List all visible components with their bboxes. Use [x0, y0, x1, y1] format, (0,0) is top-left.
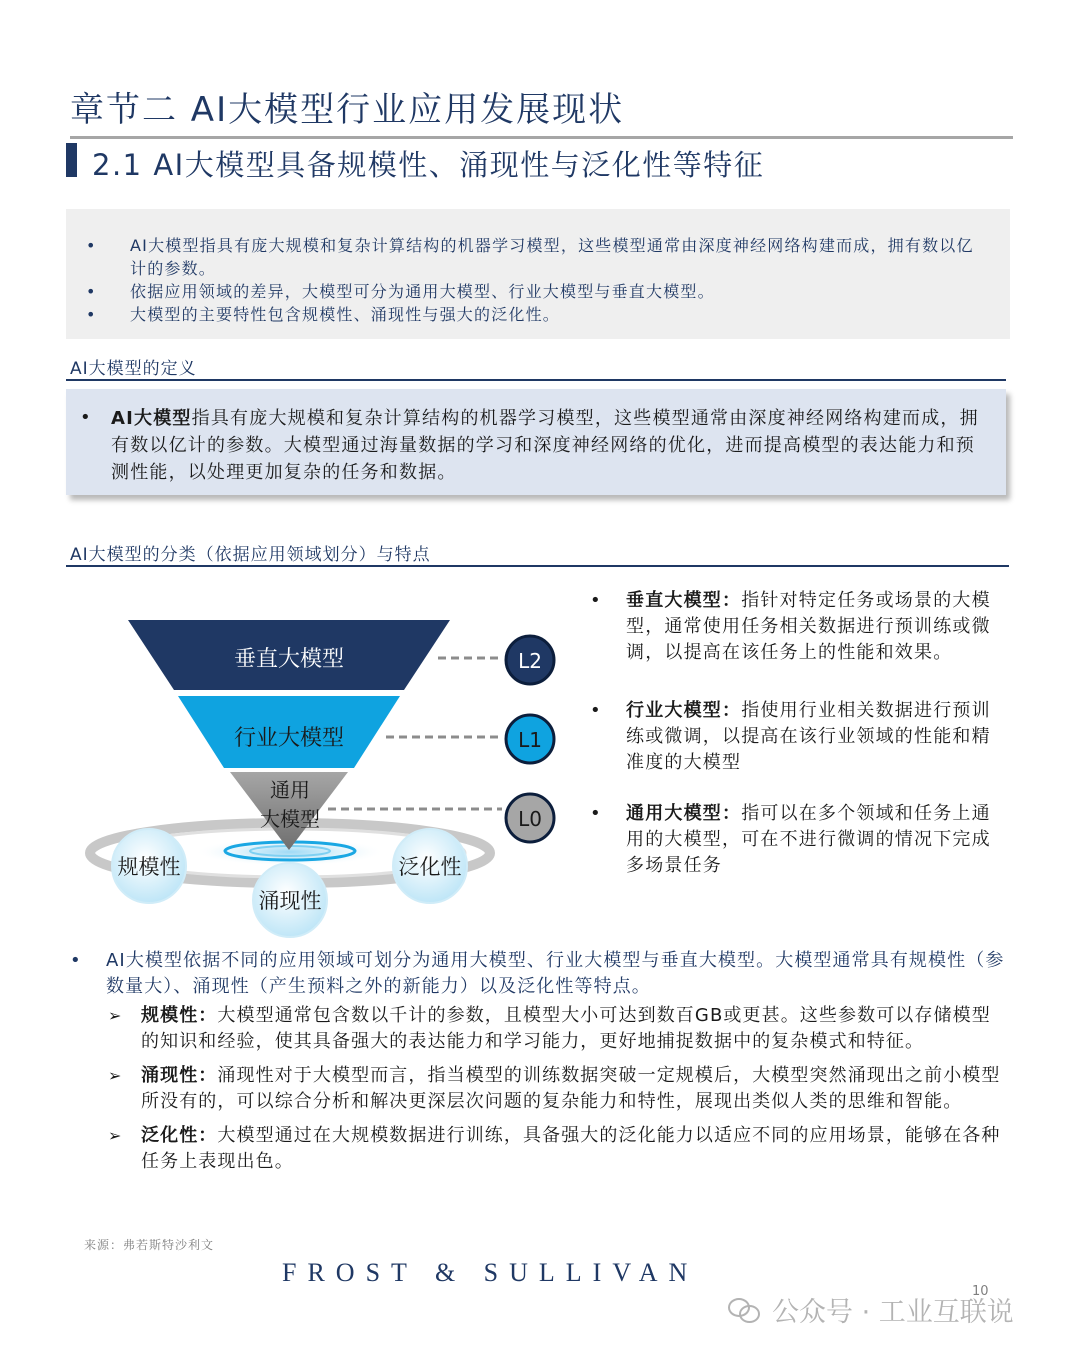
tier-vertical-label: 垂直大模型	[233, 647, 345, 672]
wechat-watermark: 公众号 · 工业互联说	[728, 1290, 1014, 1329]
explanation-lead: • AI大模型依据不同的应用领域可划分为通用大模型、行业大模型与垂直大模型。大模型通常具有规模性（参数量大）、涌现性（产生预料之外的新能力）以及泛化性等特点。	[70, 950, 1005, 997]
bullet-icon: •	[590, 590, 602, 611]
model-tier-diagram	[70, 580, 570, 940]
source-note: 来源：弗若斯特沙利文	[84, 1238, 215, 1252]
definition-rule	[66, 379, 1006, 381]
feature-general: • 通用大模型：指可以在多个领域和任务上通用的大模型，可在不进行微调的情况下完成多场景任务	[590, 803, 991, 876]
page-number: 10	[972, 1284, 989, 1299]
trait-explanations	[108, 1003, 1003, 1183]
level-l1-text: L1	[518, 728, 542, 752]
summary-bullet: • 依据应用领域的差异，大模型可分为通用大模型、行业大模型与垂直大模型。	[86, 282, 715, 301]
definition-text: AI大模型指具有庞大规模和复杂计算结构的机器学习模型，这些模型通常由深度神经网络构建而成，拥有数以亿计的参数。大模型通过海量数据的学习和深度神经网络的优化，进而提高模型的表达能力和预测性能，以处理更加复杂的任务和数据。	[111, 408, 979, 483]
bullet-icon: •	[86, 305, 97, 324]
classification-rule	[66, 565, 1009, 567]
summary-bullet: • AI大模型指具有庞大规模和复杂计算结构的机器学习模型，这些模型通常由深度神经网络构建而成，拥有数以亿计的参数。	[86, 236, 974, 278]
summary-bullet: • 大模型的主要特性包含规模性、涌现性与强大的泛化性。	[86, 305, 561, 324]
explanation-scale: ➢ 规模性：大模型通常包含数以千计的参数，且模型大小可达到数百GB或更甚。这些参数可以存储模型的知识和经验，使其具备强大的表达能力和学习能力，更好地捕捉数据中的复杂模式和特征。	[108, 1005, 991, 1052]
bullet-icon: •	[70, 950, 82, 971]
feature-industry: • 行业大模型：指使用行业相关数据进行预训练或微调，以提高在该行业领域的性能和精准度的大模型	[590, 700, 991, 773]
trait-scale-label: 规模性	[117, 855, 181, 879]
bullet-icon: •	[86, 282, 97, 301]
section-title: 2.1 AI大模型具备规模性、涌现性与泛化性等特征	[92, 148, 765, 182]
trait-emergence-label: 涌现性	[258, 889, 322, 913]
level-l2-text: L2	[518, 649, 542, 673]
bullet-icon: •	[80, 407, 91, 428]
bullet-icon: •	[590, 803, 602, 824]
tier-general-label-line2: 大模型	[260, 807, 320, 831]
tier-general-label-line1: 通用	[270, 778, 310, 802]
arrow-bullet-icon: ➢	[108, 1126, 123, 1145]
trait-generalization-label: 泛化性	[398, 855, 462, 879]
bullet-icon: •	[86, 236, 97, 255]
explanation-emergence: ➢ 涌现性：涌现性对于大模型而言，指当模型的训练数据突破一定规模后，大模型突然涌现出之前小模型所没有的，可以综合分析和解决更深层次问题的复杂能力和特性，展现出类似人类的思维和智能。	[108, 1065, 1001, 1112]
arrow-bullet-icon: ➢	[108, 1006, 123, 1025]
bullet-icon: •	[590, 700, 602, 721]
level-l0-text: L0	[518, 807, 542, 831]
summary-box	[66, 209, 1010, 339]
section-marker	[66, 143, 77, 177]
frost-sullivan-logo: FROST & SULLIVAN	[282, 1258, 699, 1287]
tier-industry-label: 行业大模型	[233, 726, 345, 751]
classification-heading: AI大模型的分类（依据应用领域划分）与特点	[70, 545, 431, 565]
feature-vertical: • 垂直大模型：指针对特定任务或场景的大模型，通常使用任务相关数据进行预训练或微调，以提高在该任务上的性能和效果。	[590, 590, 991, 663]
definition-heading: AI大模型的定义	[70, 359, 197, 379]
chapter-title: 章节二 AI大模型行业应用发展现状	[70, 90, 625, 130]
explanation-generalization: ➢ 泛化性：大模型通过在大规模数据进行训练，具备强大的泛化能力以适应不同的应用场景，能够在各种任务上表现出色。	[108, 1125, 1001, 1172]
wechat-icon	[728, 1296, 762, 1324]
arrow-bullet-icon: ➢	[108, 1066, 123, 1085]
chapter-divider	[70, 136, 1013, 139]
feature-list	[590, 588, 1000, 879]
definition-box	[66, 389, 1006, 495]
